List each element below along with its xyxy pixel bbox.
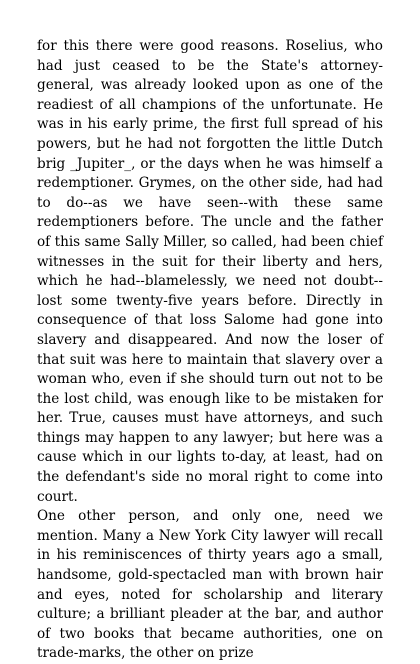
paragraph: for this there were good reasons. Roselius, who had just ceased to be the State's attorney-general, was already looked upon as one of the readiest of all champions of the unfortunate. He was in his early prime, the first full spread of his powers, but he had not forgotten the little Dutch brig _Jupiter_, or the days when he was himself a redemptioner. Grymes, on the other side, had had to do--as we have seen--with these same redemptioners before. The uncle and the father of this same Sally Miller, so called, had been chief witnesses in the suit for their liberty and hers, which he had--blamelessly, we need not doubt--lost some twenty-five years before. Directly in consequence of that loss Salome had gone into slavery and disappeared. And now the loser of that suit was here to maintain that slavery over a woman who, even if she should turn out not to be the lost child, was enough like to be mistaken for her. True, causes must have attorneys, and such things may happen to any lawyer; but here was a cause which in our lights to-day, at least, had on the defendant's side no moral right to come into court.	[37, 38, 383, 505]
document-page	[37, 37, 383, 664]
paragraph: One other person, and only one, need we mention. Many a New York City lawyer will recall in his reminiscences of thirty years ago a small, handsome, gold-spectacled man with brown hair and eyes, noted for scholarship and literary culture; a brilliant pleader at the bar, and author of two books that became authorities, one on trade-marks, the other on prize	[37, 508, 383, 662]
